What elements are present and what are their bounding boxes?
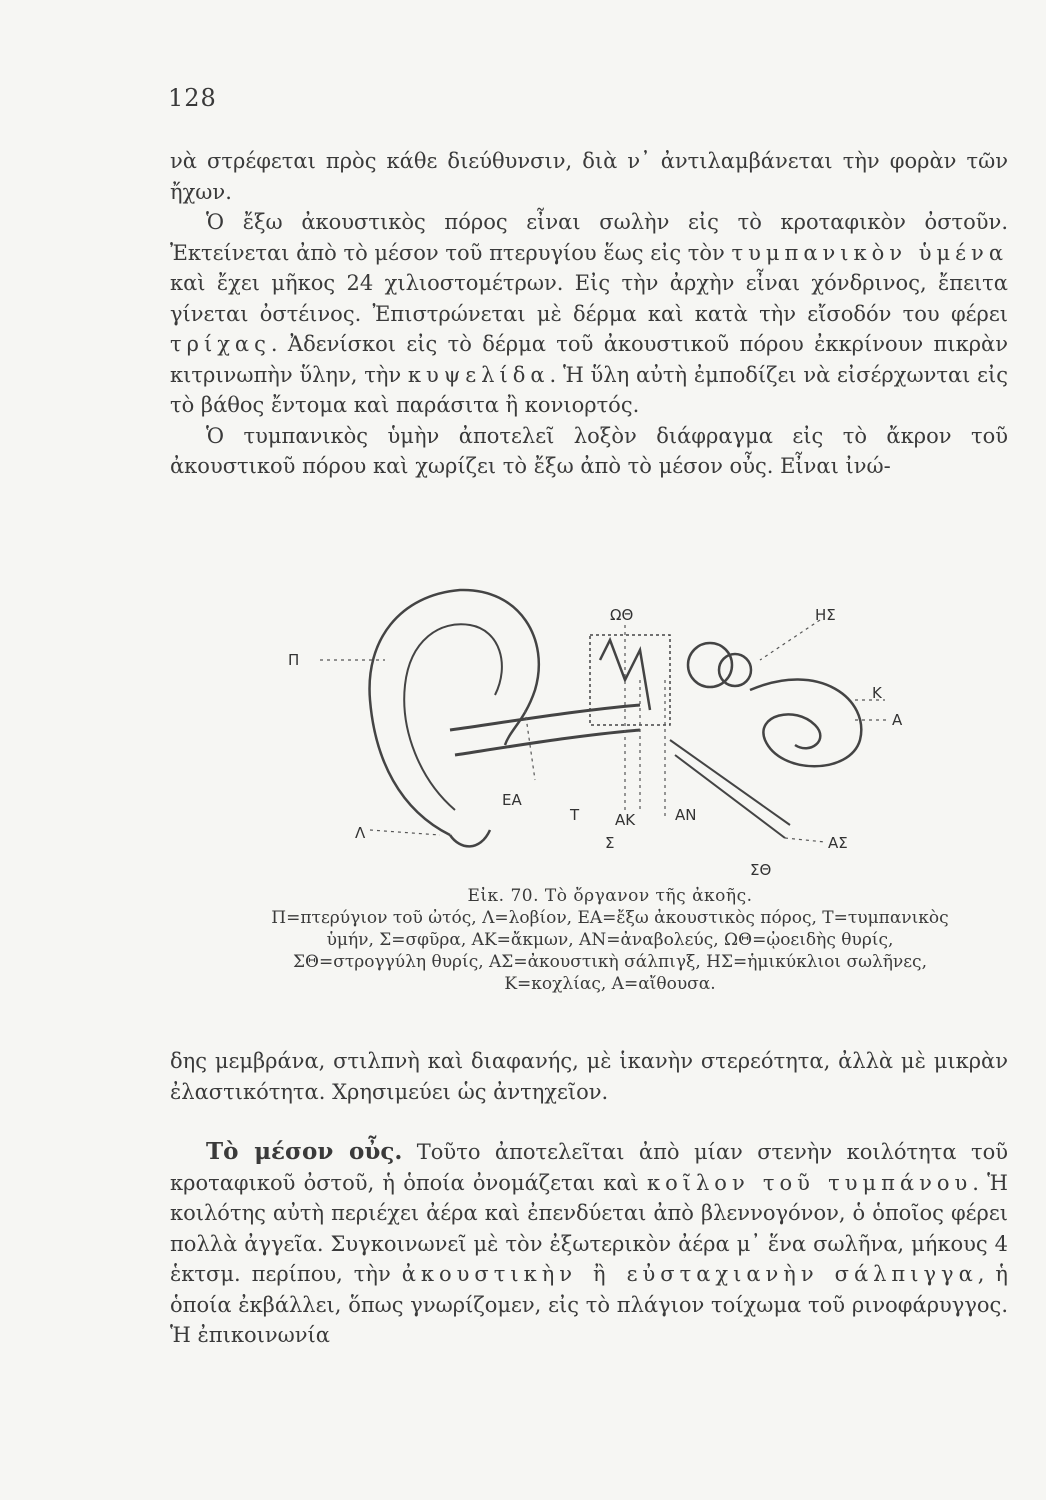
label-AK: ΑΚ <box>615 811 636 829</box>
ear-canal <box>450 705 640 755</box>
label-T: Τ <box>570 806 580 824</box>
cochlea <box>750 680 861 767</box>
label-OTh: ΩΘ <box>610 606 634 624</box>
semicircular-canal-1 <box>688 643 732 687</box>
figure-caption <box>260 885 960 995</box>
label-L: Λ <box>355 824 366 842</box>
label-P: Π <box>288 651 300 669</box>
section-heading: Τὸ μέσον οὖς. <box>206 1138 403 1165</box>
label-K: Κ <box>872 684 882 702</box>
caption-title: Εἰκ. 70. Τὸ ὄργανον τῆς ἀκοῆς. <box>467 886 753 906</box>
page-number: 128 <box>168 84 217 112</box>
middle-ear-box <box>590 635 670 725</box>
caption-legend: Π=πτερύγιον τοῦ ὠτός, Λ=λοβίον, ΕΑ=ἔξω ἀκουστικὸς πόρος, Τ=τυμπανικὸς ὑμήν, Σ=σφῦρα, ΑΚ=ἄκμων, ΑΝ=ἀναβολεύς, ΩΘ=ᾠοειδὴς θυρίς, ΣΘ=στρογγύλη θυρίς, ΑΣ=ἀκουστικὴ σάλπιγξ, ΗΣ=ἡμικύκλιοι σωλῆνες, Κ=κοχλίας, Α=αἴθουσα. <box>271 908 949 994</box>
label-MS: ΗΣ <box>815 606 836 624</box>
ear-anatomy-figure <box>280 580 920 880</box>
semicircular-canal-2 <box>719 654 751 686</box>
paragraph-continuation: νὰ στρέφεται πρὸς κάθε διεύθυνσιν, διὰ ν᾽ ἀντιλαμβάνεται τὴν φορὰν τῶν ἤχων. <box>170 149 1008 204</box>
label-S: Σ <box>605 834 615 852</box>
label-AN: ΑΝ <box>675 806 697 824</box>
text-block-top <box>170 146 1008 482</box>
paragraph-ear-canal: Ὁ ἔξω ἀκουστικὸς πόρος εἶναι σωλὴν εἰς τὸ κροταφικὸν ὀστοῦν. Ἐκτείνεται ἀπὸ τὸ μέσον τοῦ πτερυγίου ἕως εἰς τὸν τυμπανικὸν ὑμένα καὶ ἔχει μῆκος 24 χιλιοστομέτρων. Εἰς τὴν ἀρχὴν εἶναι χόνδρινος, ἔπειτα γίνεται ὀστέινος. Ἐπιστρώνεται μὲ δέρμα καὶ κατὰ τὴν εἴσοδόν του φέρει τρίχας. Ἀδενίσκοι εἰς τὸ δέρμα τοῦ ἀκουστικοῦ πόρου ἐκκρίνουν πικρὰν κιτρινωπὴν ὕλην, τὴν κυψελίδα. Ἡ ὕλη αὐτὴ ἐμποδίζει νὰ εἰσέρχωνται εἰς τὸ βάθος ἔντομα καὶ παράσιτα ἢ κονιορτός. <box>170 210 1008 417</box>
paragraph-middle-ear: Τὸ μέσον οὖς. Τοῦτο ἀποτελεῖται ἀπὸ μίαν στενὴν κοιλότητα τοῦ κροταφικοῦ ὀστοῦ, ἡ ὁποία ὀνομάζεται καὶ κοῖλον τοῦ τυμπάνου. Ἡ κοιλότης αὐτὴ περιέχει ἀέρα καὶ ἐπενδύεται ἀπὸ βλεννογόνον, ὁ ὁποῖος φέρει πολλὰ ἀγγεῖα. Συγκοινωνεῖ μὲ τὸν ἐξωτερικὸν ἀέρα μ᾽ ἕνα σωλῆνα, μήκους 4 ἑκτσμ. περίπου, τὴν ἀκουστικὴν ἢ εὐσταχιανὴν σάλπιγγα, ἡ ὁποία ἐκβάλλει, ὅπως γνωρίζομεν, εἰς τὸ πλάγιον τοίχωμα τοῦ ρινοφάρυγγος. Ἡ ἐπικοινωνία <box>170 1138 1008 1347</box>
text-block-bottom <box>170 1046 1008 1351</box>
emphasis-term: κοῖλον τοῦ τυμπάνου <box>646 1170 973 1195</box>
lobe <box>450 830 490 846</box>
label-A: Α <box>892 711 903 729</box>
paragraph-eardrum: Ὁ τυμπανικὸς ὑμὴν ἀποτελεῖ λοξὸν διάφραγμα εἰς τὸ ἄκρον τοῦ ἀκουστικοῦ πόρου καὶ χωρίζει τὸ ἔξω ἀπὸ τὸ μέσον οὖς. Εἶναι ἰνώ- <box>170 423 1008 478</box>
label-AS: ΑΣ <box>828 834 848 852</box>
paragraph-membrane: δης μεμβράνα, στιλπνὴ καὶ διαφανής, μὲ ἱκανὴν στερεότητα, ἀλλὰ μὲ μικρὰν ἐλαστικότητα. Χρησιμεύει ὡς ἀντηχεῖον. <box>170 1049 1008 1104</box>
emphasis-term: τυμπανικὸν ὑμένα <box>731 240 1008 265</box>
pinna-inner <box>404 624 502 810</box>
ear-diagram <box>280 580 920 880</box>
emphasis-term: κυψελίδα <box>407 362 550 387</box>
label-EA: ΕΑ <box>502 791 522 809</box>
emphasis-term: ἀκουστικὴν ἢ εὐσταχιανὴν σάλπιγγα <box>401 1262 978 1286</box>
emphasis-term: τρίχας <box>170 332 271 356</box>
label-STh: ΣΘ <box>750 861 772 879</box>
